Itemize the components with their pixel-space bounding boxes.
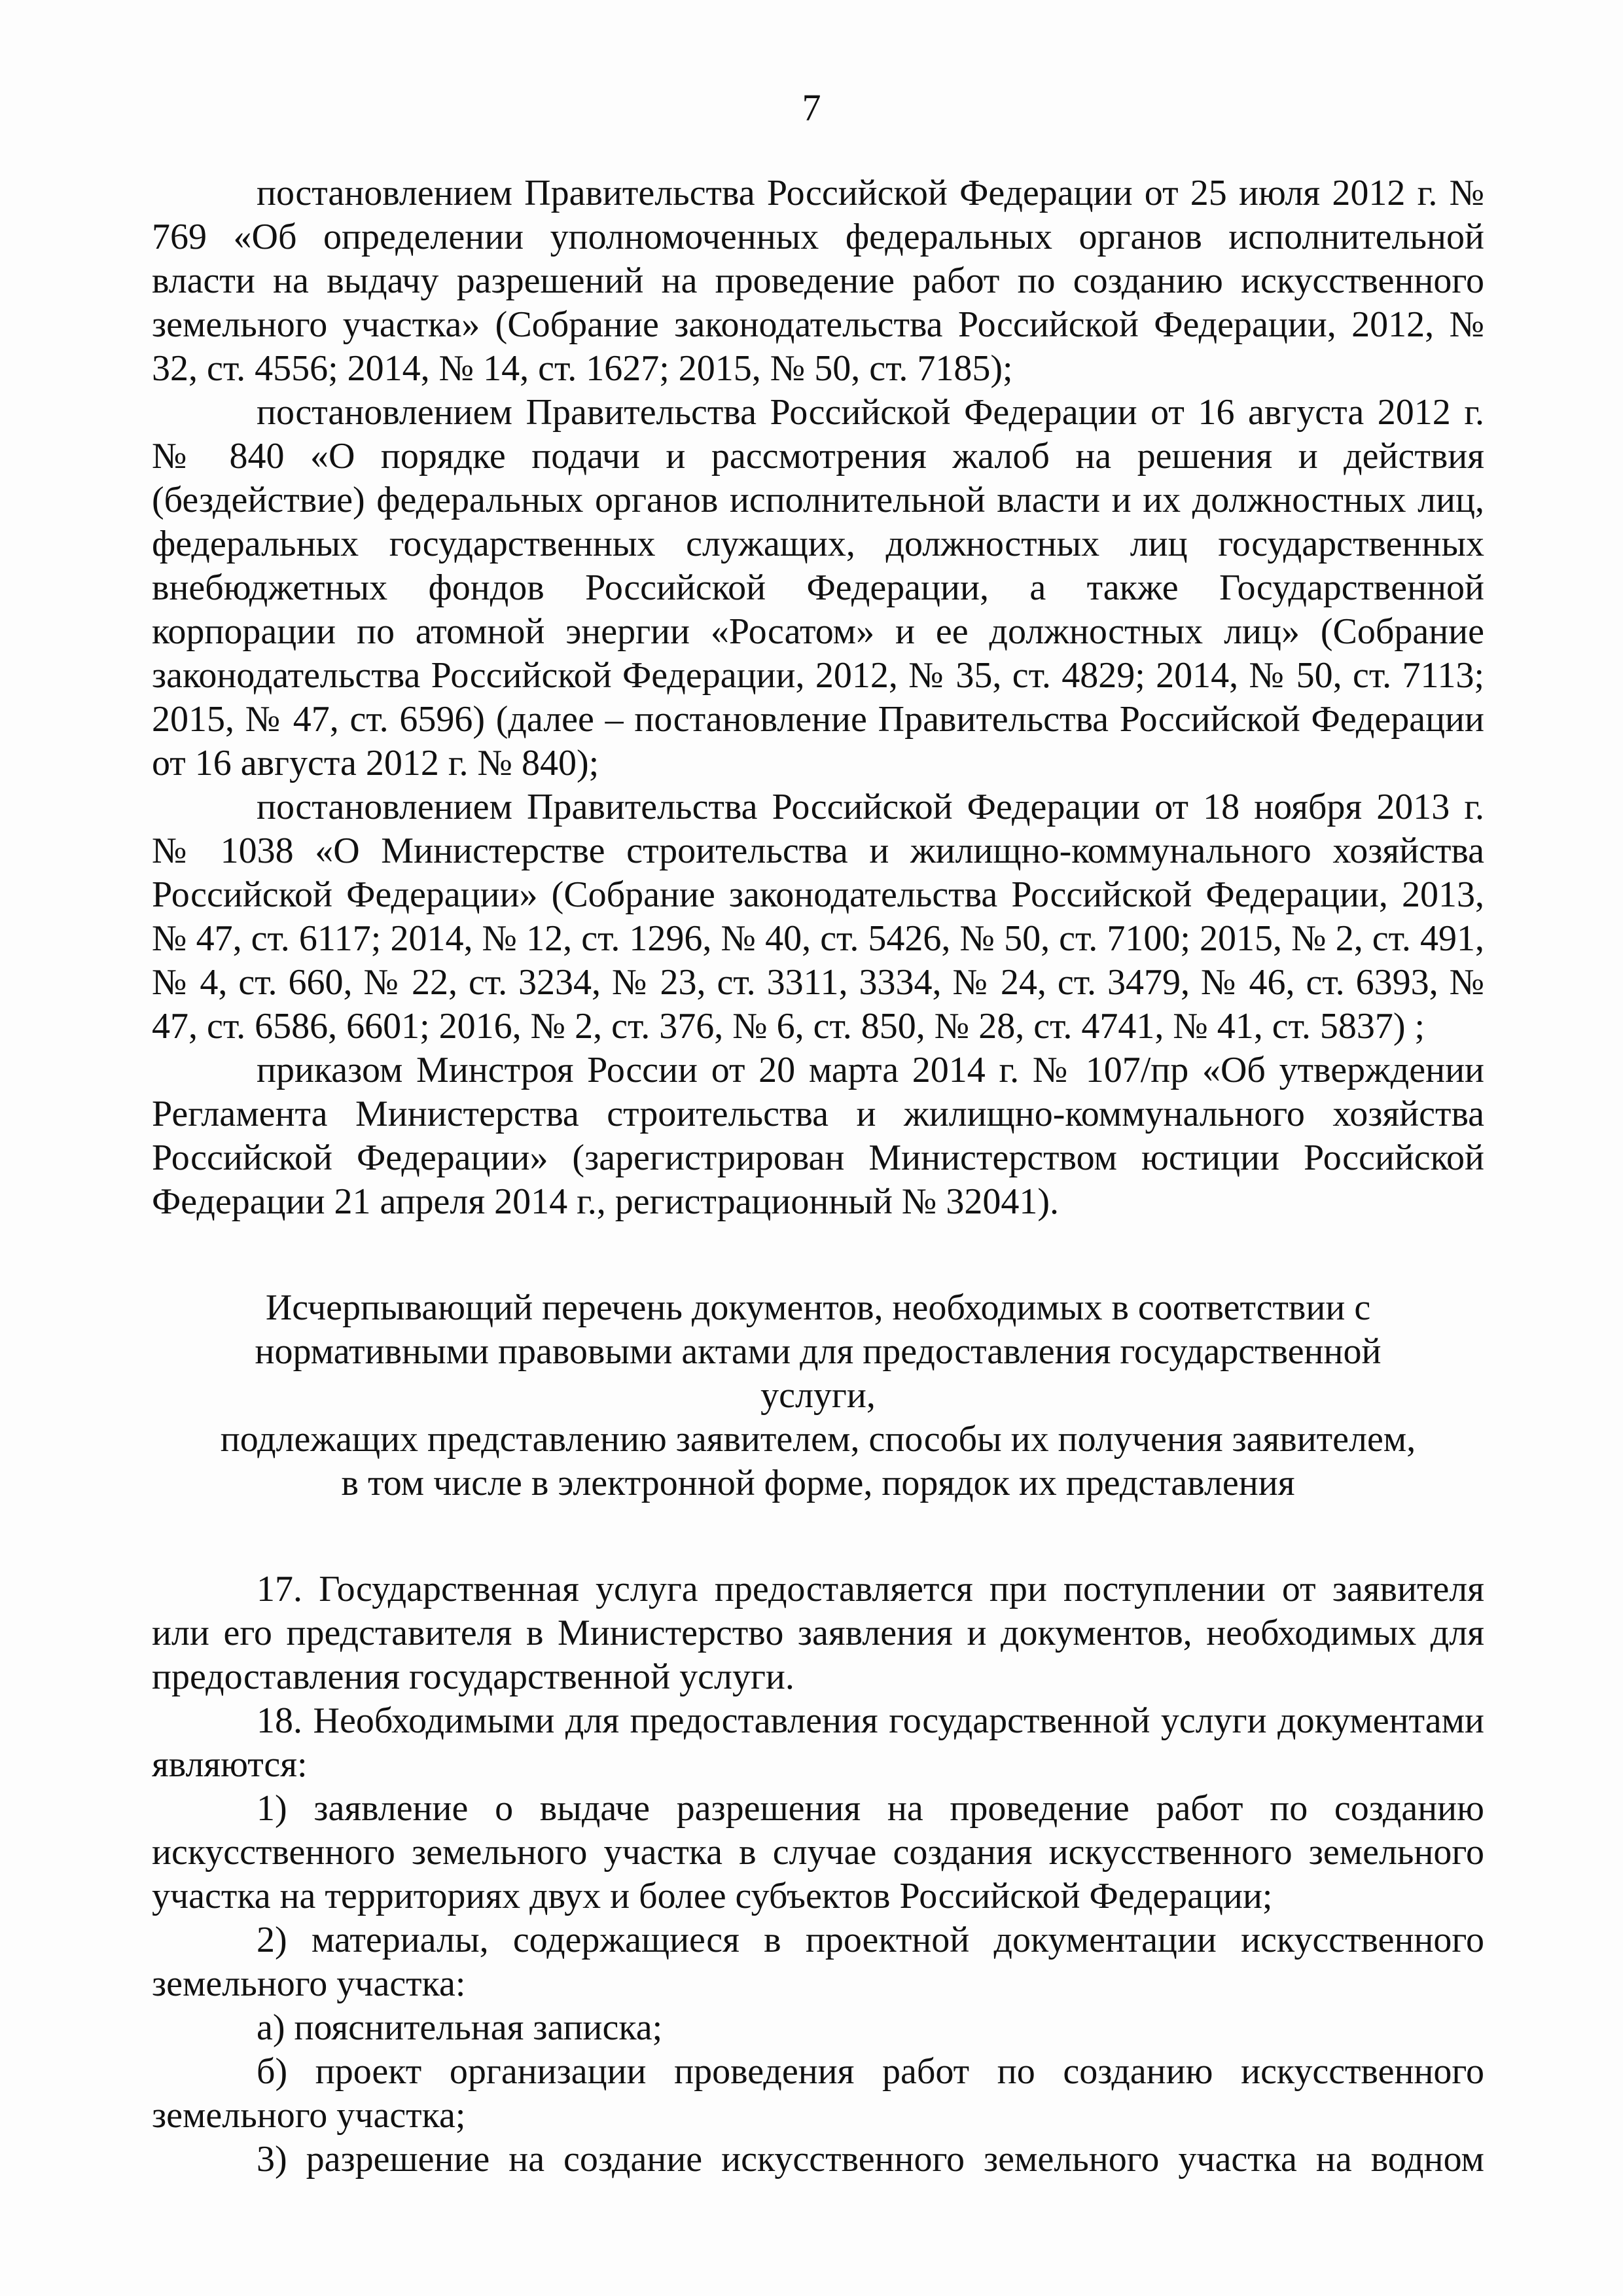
section-heading-line: в том числе в электронной форме, порядок их представления <box>341 1463 1295 1503</box>
page-number: 7 <box>802 86 821 129</box>
section-heading-line: Исчерпывающий перечень документов, необходимых в соответствии с <box>265 1287 1371 1328</box>
paragraph-subitem-b: б) проект организации проведения работ по созданию искусственного земельного участка; <box>152 2051 1484 2136</box>
paragraph-decree-769: постановлением Правительства Российской Федерации от 25 июля 2012 г. № 769 «Об определении уполномоченных федеральных органов исполнительной власти на выдачу разрешений на проведение работ по созданию искусственного земельного участка» (Собрание законодательства Российской Федерации, 2012, № 32, ст. 4556; 2014, № 14, ст. 1627; 2015, № 50, ст. 7185); <box>152 173 1484 389</box>
paragraph-order-107: приказом Минстроя России от 20 марта 2014 г. № 107/пр «Об утверждении Регламента Министерства строительства и жилищно-коммунального хозяйства Российской Федерации» (зарегистрирован Министерством юстиции Российской Федерации 21 апреля 2014 г., регистрационный № 32041). <box>152 1050 1484 1222</box>
section-heading-line: подлежащих представлению заявителем, способы их получения заявителем, <box>220 1419 1416 1460</box>
paragraph-decree-840: постановлением Правительства Российской Федерации от 16 августа 2012 г. № 840 «О порядке подачи и рассмотрения жалоб на решения и действия (бездействие) федеральных органов исполнительной власти и их должностных лиц, федеральных государственных служащих, должностных лиц государственных внебюджетных фондов Российской Федерации, а также Государственной корпорации по атомной энергии «Росатом» и ее должностных лиц» (Собрание законодательства Российской Федерации, 2012, № 35, ст. 4829; 2014, № 50, ст. 7113; 2015, № 47, ст. 6596) (далее – постановление Правительства Российской Федерации от 16 августа 2012 г. № 840); <box>152 392 1484 783</box>
paragraph-subitem-3: 3) разрешение на создание искусственного земельного участка на водном <box>257 2139 1484 2179</box>
section-heading-line: нормативными правовыми актами для предоставления государственной услуги, <box>255 1331 1382 1416</box>
paragraph-item-17: 17. Государственная услуга предоставляется при поступлении от заявителя или его представителя в Министерство заявления и документов, необходимых для предоставления государственной услуги. <box>152 1569 1484 1697</box>
paragraph-decree-1038: постановлением Правительства Российской Федерации от 18 ноября 2013 г. № 1038 «О Министерстве строительства и жилищно-коммунального хозяйства Российской Федерации» (Собрание законодательства Российской Федерации, 2013, № 47, ст. 6117; 2014, № 12, ст. 1296, № 40, ст. 5426, № 50, ст. 7100; 2015, № 2, ст. 491, № 4, ст. 660, № 22, ст. 3234, № 23, ст. 3311, 3334, № 24, ст. 3479, № 46, ст. 6393, № 47, ст. 6586, 6601; 2016, № 2, ст. 376, № 6, ст. 850, № 28, ст. 4741, № 41, ст. 5837) ; <box>152 787 1484 1047</box>
paragraph-item-18: 18. Необходимыми для предоставления государственной услуги документами являются: <box>152 1700 1484 1785</box>
paragraph-subitem-a: а) пояснительная записка; <box>257 2007 663 2048</box>
document-body <box>152 171 1484 2181</box>
paragraph-subitem-1: 1) заявление о выдаче разрешения на проведение работ по созданию искусственного земельного участка в случае создания искусственного земельного участка на территориях двух и более субъектов Российской Федерации; <box>152 1788 1484 1916</box>
paragraph-subitem-2: 2) материалы, содержащиеся в проектной документации искусственного земельного участка: <box>152 1920 1484 2004</box>
section-heading <box>211 1286 1425 1505</box>
